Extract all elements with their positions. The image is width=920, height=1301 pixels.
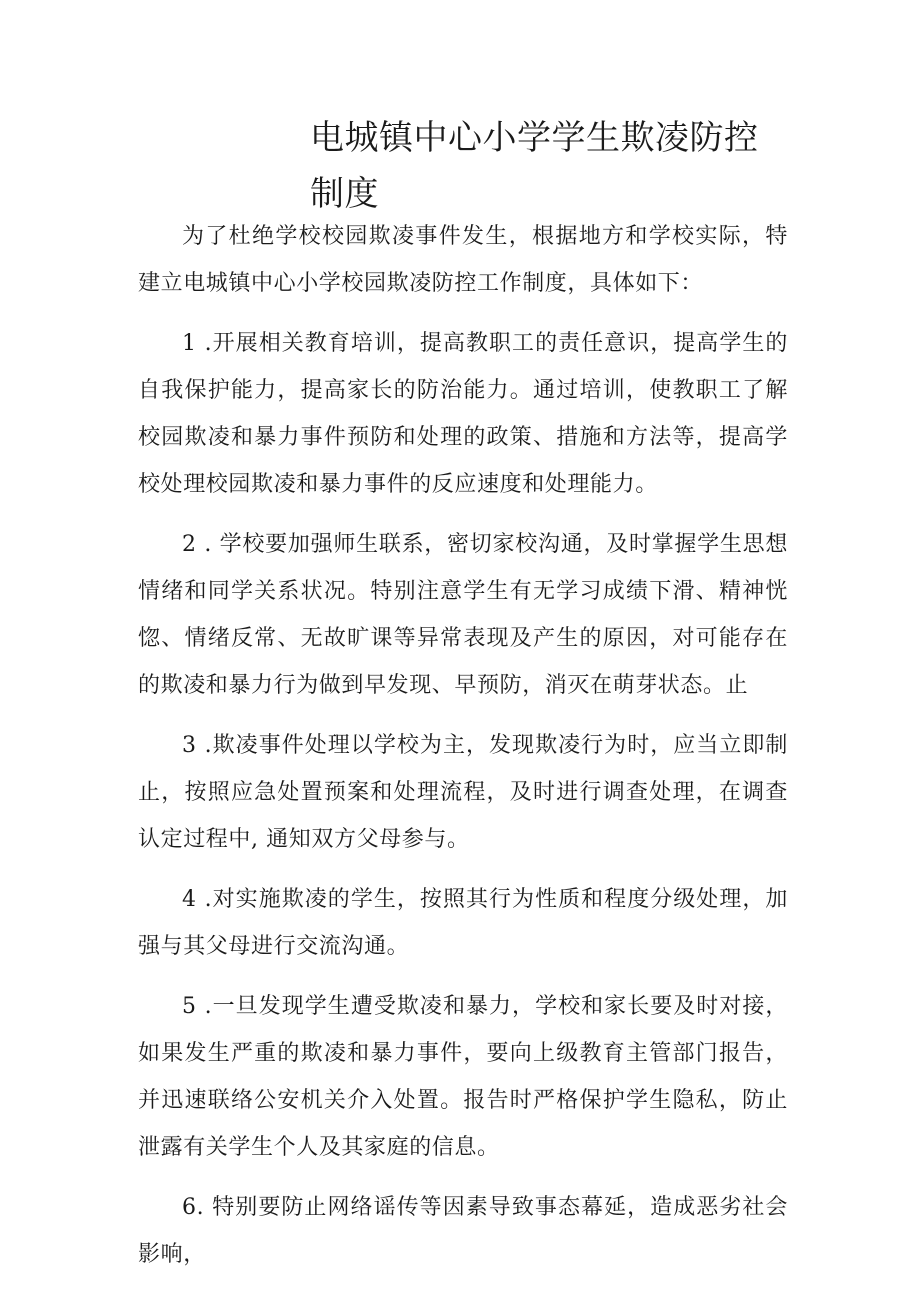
rule-paragraph-4: 4 .对实施欺凌的学生，按照其行为性质和程度分级处理，加强与其父母进行交流沟通。 <box>138 887 788 959</box>
document-body <box>138 213 788 1291</box>
rule-paragraph-6: 6. 特别要防止网络谣传等因素导致事态幕延，造成恶劣社会影响， <box>138 1195 788 1267</box>
rule-paragraph-3: 3 .欺凌事件处理以学校为主，发现欺凌行为时，应当立即制止，按照应急处置预案和处理流程，及时进行调查处理，在调查认定过程中, 通知双方父母参与。 <box>138 733 788 852</box>
rule-paragraph-2: 2 . 学校要加强师生联系，密切家校沟通，及时掌握学生思想情绪和同学关系状况。特别注意学生有无学习成绩下滑、精神恍惚、情绪反常、无故旷课等异常表现及产生的原因，对可能存在的欺凌和暴力行为做到早发现、早预防，消灭在萌芽状态。止 <box>138 532 788 698</box>
intro-paragraph: 为了杜绝学校校园欺凌事件发生，根据地方和学校实际，特建立电城镇中心小学校园欺凌防控工作制度，具体如下： <box>138 224 788 296</box>
rule-paragraph-1: 1 .开展相关教育培训，提高教职工的责任意识，提高学生的自我保护能力，提高家长的防治能力。通过培训，使教职工了解校园欺凌和暴力事件预防和处理的政策、措施和方法等，提高学校处理校园欺凌和暴力事件的反应速度和处理能力。 <box>138 331 788 497</box>
rule-paragraph-5: 5 .一旦发现学生遭受欺凌和暴力，学校和家长要及时对接，如果发生严重的欺凌和暴力事件，要向上级教育主管部门报告，并迅速联络公安机关介入处置。报告时严格保护学生隐私，防止泄露有关学生个人及其家庭的信息。 <box>138 994 788 1160</box>
document-title: 电城镇中心小学学生欺凌防控制度 <box>310 118 759 214</box>
